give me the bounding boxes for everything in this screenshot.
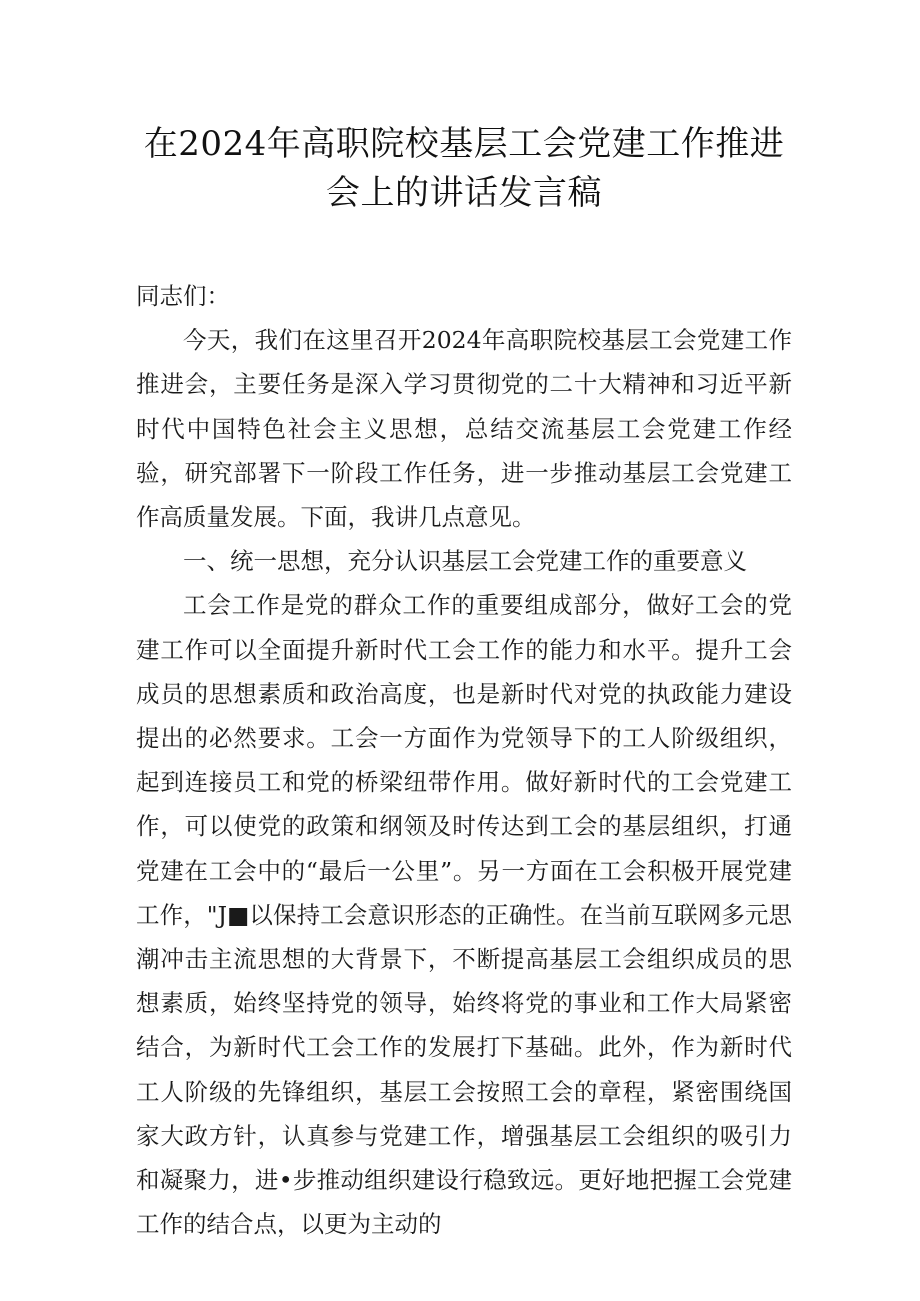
paragraph-section-1: 工会工作是党的群众工作的重要组成部分，做好工会的党建工作可以全面提升新时代工会工作的能力和水平。提升工会成员的思想素质和政治高度，也是新时代对党的执政能力建设提出的必然要求。工会一方面作为党领导下的工人阶级组织，起到连接员工和党的桥梁纽带作用。做好新时代的工会党建工作，可以使党的政策和纲领及时传达到工会的基层组织，打通党建在工会中的“最后一公里”。另一方面在工会积极开展党建工作，"J■以保持工会意识形态的正确性。在当前互联网多元思潮冲击主流思想的大背景下，不断提高基层工会组织成员的思想素质，始终坚持党的领导，始终将党的事业和工作大局紧密结合，为新时代工会工作的发展打下基础。此外，作为新时代工人阶级的先锋组织，基层工会按照工会的章程，紧密围绕国家大政方针，认真参与党建工作，增强基层工会组织的吸引力和凝聚力，进•步推动组织建设行稳致远。更好地把握工会党建工作的结合点，以更为主动的 [136, 591, 792, 1239]
document-body [136, 274, 792, 1246]
document-title [136, 120, 792, 218]
salutation: 同志们： [136, 282, 230, 310]
title-line-2: 会上的讲话发言稿 [326, 173, 602, 213]
section-heading-1: 一、统一思想，充分认识基层工会党建工作的重要意义 [183, 547, 747, 576]
paragraph-intro: 今天，我们在这里召开2024年高职院校基层工会党建工作推进会，主要任务是深入学习贯彻党的二十大精神和习近平新时代中国特色社会主义思想，总结交流基层工会党建工作经验，研究部署下一阶段工作任务，进一步推动基层工会党建工作高质量发展。下面，我讲几点意见。 [136, 326, 792, 532]
title-line-1: 在2024年高职院校基层工会党建工作推进 [143, 124, 785, 164]
